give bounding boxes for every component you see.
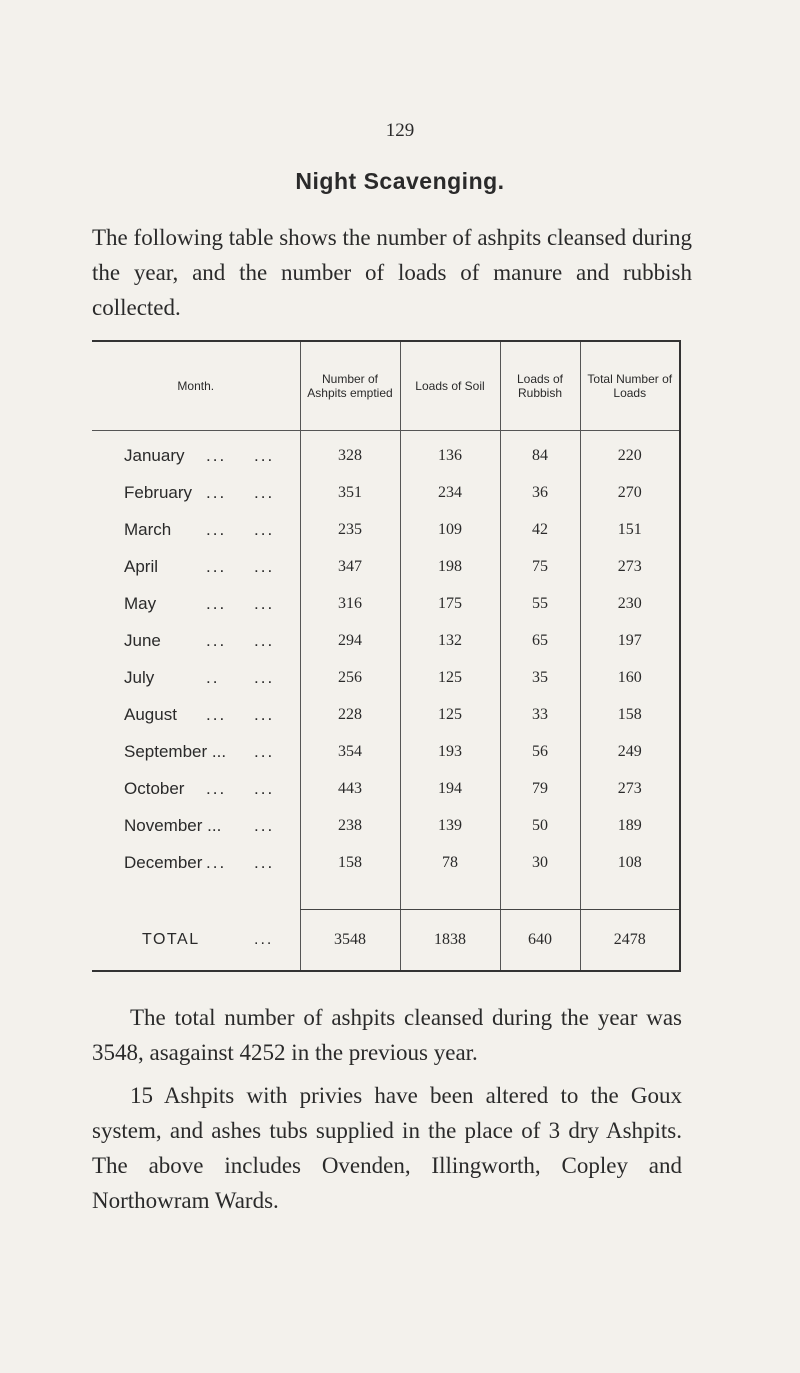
soil-cell: 136 xyxy=(400,431,500,475)
month-label: March xyxy=(124,519,172,539)
ashpits-cell: 347 xyxy=(300,548,400,585)
leader-dots: .. xyxy=(206,667,220,687)
soil-cell: 234 xyxy=(400,474,500,511)
leader-dots: ... xyxy=(254,815,275,835)
ashpits-cell: 256 xyxy=(300,659,400,696)
total-label-cell xyxy=(92,910,300,972)
leader-dots: ... xyxy=(206,593,227,613)
rubbish-cell: 36 xyxy=(500,474,580,511)
soil-cell: 198 xyxy=(400,548,500,585)
spacer-row xyxy=(92,881,680,910)
leader-dots: ... xyxy=(254,630,275,650)
closing-paragraph: The total number of ashpits cleansed during the year was 3548, asagainst 4252 in the previous year. xyxy=(92,1005,682,1065)
leader-dots: ... xyxy=(254,667,275,687)
month-label: January xyxy=(124,445,185,465)
ashpits-cell: 354 xyxy=(300,733,400,770)
table-row xyxy=(92,770,680,807)
spacer-cell xyxy=(92,881,300,910)
month-label: August xyxy=(124,704,177,724)
leader-dots: ... xyxy=(254,852,275,872)
total-label: TOTAL xyxy=(142,930,200,948)
ashpits-cell: 443 xyxy=(300,770,400,807)
ashpits-cell: 351 xyxy=(300,474,400,511)
ashpits-cell: 328 xyxy=(300,431,400,475)
page-title: Night Scavenging. xyxy=(295,168,505,194)
total-cell: 220 xyxy=(580,431,680,475)
soil-cell: 125 xyxy=(400,696,500,733)
leader-dots: ... xyxy=(254,445,275,465)
table-row xyxy=(92,585,680,622)
month-cell xyxy=(92,585,300,622)
sum-rule xyxy=(300,881,400,910)
total-cell: 230 xyxy=(580,585,680,622)
soil-cell: 125 xyxy=(400,659,500,696)
soil-cell: 109 xyxy=(400,511,500,548)
leader-dots: ... xyxy=(206,778,227,798)
rubbish-cell: 79 xyxy=(500,770,580,807)
month-label: November ... xyxy=(124,815,222,835)
rubbish-cell: 30 xyxy=(500,844,580,881)
month-cell xyxy=(92,770,300,807)
month-cell xyxy=(92,696,300,733)
sum-rule xyxy=(400,881,500,910)
month-label: April xyxy=(124,556,159,576)
sum-rule xyxy=(500,881,580,910)
soil-cell: 78 xyxy=(400,844,500,881)
table-row xyxy=(92,844,680,881)
rubbish-cell: 56 xyxy=(500,733,580,770)
table-row xyxy=(92,659,680,696)
closing-paragraph: 15 Ashpits with privies have been altered to the Goux system, and ashes tubs supplied in the place of 3 dry Ashpits. The above includes Ovenden, Illingworth, Copley and Northowram Wards. xyxy=(92,1083,682,1213)
month-label: September ... xyxy=(124,741,227,761)
sum-rule xyxy=(580,881,680,910)
leader-dots: ... xyxy=(254,778,275,798)
rubbish-cell: 75 xyxy=(500,548,580,585)
total-cell: 189 xyxy=(580,807,680,844)
ashpits-cell: 228 xyxy=(300,696,400,733)
page-number: 129 xyxy=(385,120,415,141)
soil-cell: 194 xyxy=(400,770,500,807)
month-cell xyxy=(92,807,300,844)
month-label: June xyxy=(124,630,161,650)
total-cell: 273 xyxy=(580,548,680,585)
month-cell xyxy=(92,659,300,696)
table-row xyxy=(92,431,680,475)
table-row xyxy=(92,696,680,733)
header-soil: Loads of Soil xyxy=(400,341,500,431)
rubbish-cell: 55 xyxy=(500,585,580,622)
table-row xyxy=(92,622,680,659)
total-rubbish-cell: 640 xyxy=(500,910,580,972)
month-cell xyxy=(92,844,300,881)
ashpits-cell: 235 xyxy=(300,511,400,548)
rubbish-cell: 42 xyxy=(500,511,580,548)
total-cell: 108 xyxy=(580,844,680,881)
intro-paragraph: The following table shows the number of ashpits cleansed during the year, and the number of loads of manure and rubbish collected. xyxy=(92,225,692,320)
leader-dots: ... xyxy=(254,593,275,613)
leader-dots: ... xyxy=(254,704,275,724)
month-cell xyxy=(92,622,300,659)
total-cell: 151 xyxy=(580,511,680,548)
table-row xyxy=(92,548,680,585)
total-cell: 160 xyxy=(580,659,680,696)
leader-dots: ... xyxy=(206,445,227,465)
leader-dots: ... xyxy=(254,482,275,502)
month-label: October xyxy=(124,778,185,798)
month-cell xyxy=(92,733,300,770)
leader-dots: ... xyxy=(254,519,275,539)
table-row xyxy=(92,511,680,548)
grand-total-cell: 2478 xyxy=(580,910,680,972)
scavenging-table xyxy=(92,340,681,972)
total-cell: 270 xyxy=(580,474,680,511)
rubbish-cell: 84 xyxy=(500,431,580,475)
month-label: December xyxy=(124,852,203,872)
rubbish-cell: 50 xyxy=(500,807,580,844)
leader-dots: ... xyxy=(206,852,227,872)
month-cell xyxy=(92,431,300,475)
leader-dots: ... xyxy=(206,519,227,539)
month-cell xyxy=(92,548,300,585)
leader-dots: ... xyxy=(206,482,227,502)
month-label: February xyxy=(124,482,193,502)
table-row xyxy=(92,474,680,511)
scavenging-table-container xyxy=(92,340,680,972)
closing-text xyxy=(92,1000,682,1218)
soil-cell: 139 xyxy=(400,807,500,844)
header-rubbish: Loads of Rubbish xyxy=(500,341,580,431)
total-ashpits-cell: 3548 xyxy=(300,910,400,972)
rubbish-cell: 35 xyxy=(500,659,580,696)
table-row xyxy=(92,733,680,770)
leader-dots: ... xyxy=(206,704,227,724)
soil-cell: 193 xyxy=(400,733,500,770)
total-soil-cell: 1838 xyxy=(400,910,500,972)
ashpits-cell: 158 xyxy=(300,844,400,881)
total-cell: 158 xyxy=(580,696,680,733)
header-ashpits: Number of Ashpits emptied xyxy=(300,341,400,431)
month-label: July xyxy=(124,667,155,687)
table-row xyxy=(92,807,680,844)
rubbish-cell: 65 xyxy=(500,622,580,659)
leader-dots: ... xyxy=(206,556,227,576)
header-month: Month. xyxy=(92,341,300,431)
leader-dots: ... xyxy=(254,741,275,761)
ashpits-cell: 316 xyxy=(300,585,400,622)
soil-cell: 132 xyxy=(400,622,500,659)
rubbish-cell: 33 xyxy=(500,696,580,733)
soil-cell: 175 xyxy=(400,585,500,622)
table-header-row xyxy=(92,341,680,431)
total-cell: 197 xyxy=(580,622,680,659)
month-cell xyxy=(92,474,300,511)
total-row xyxy=(92,910,680,972)
total-cell: 249 xyxy=(580,733,680,770)
leader-dots: ... xyxy=(206,630,227,650)
ashpits-cell: 294 xyxy=(300,622,400,659)
month-cell xyxy=(92,511,300,548)
ashpits-cell: 238 xyxy=(300,807,400,844)
leader-dots: ... xyxy=(254,556,275,576)
month-label: May xyxy=(124,593,157,613)
total-cell: 273 xyxy=(580,770,680,807)
header-total: Total Number of Loads xyxy=(580,341,680,431)
leader-dots: ... xyxy=(254,930,274,948)
